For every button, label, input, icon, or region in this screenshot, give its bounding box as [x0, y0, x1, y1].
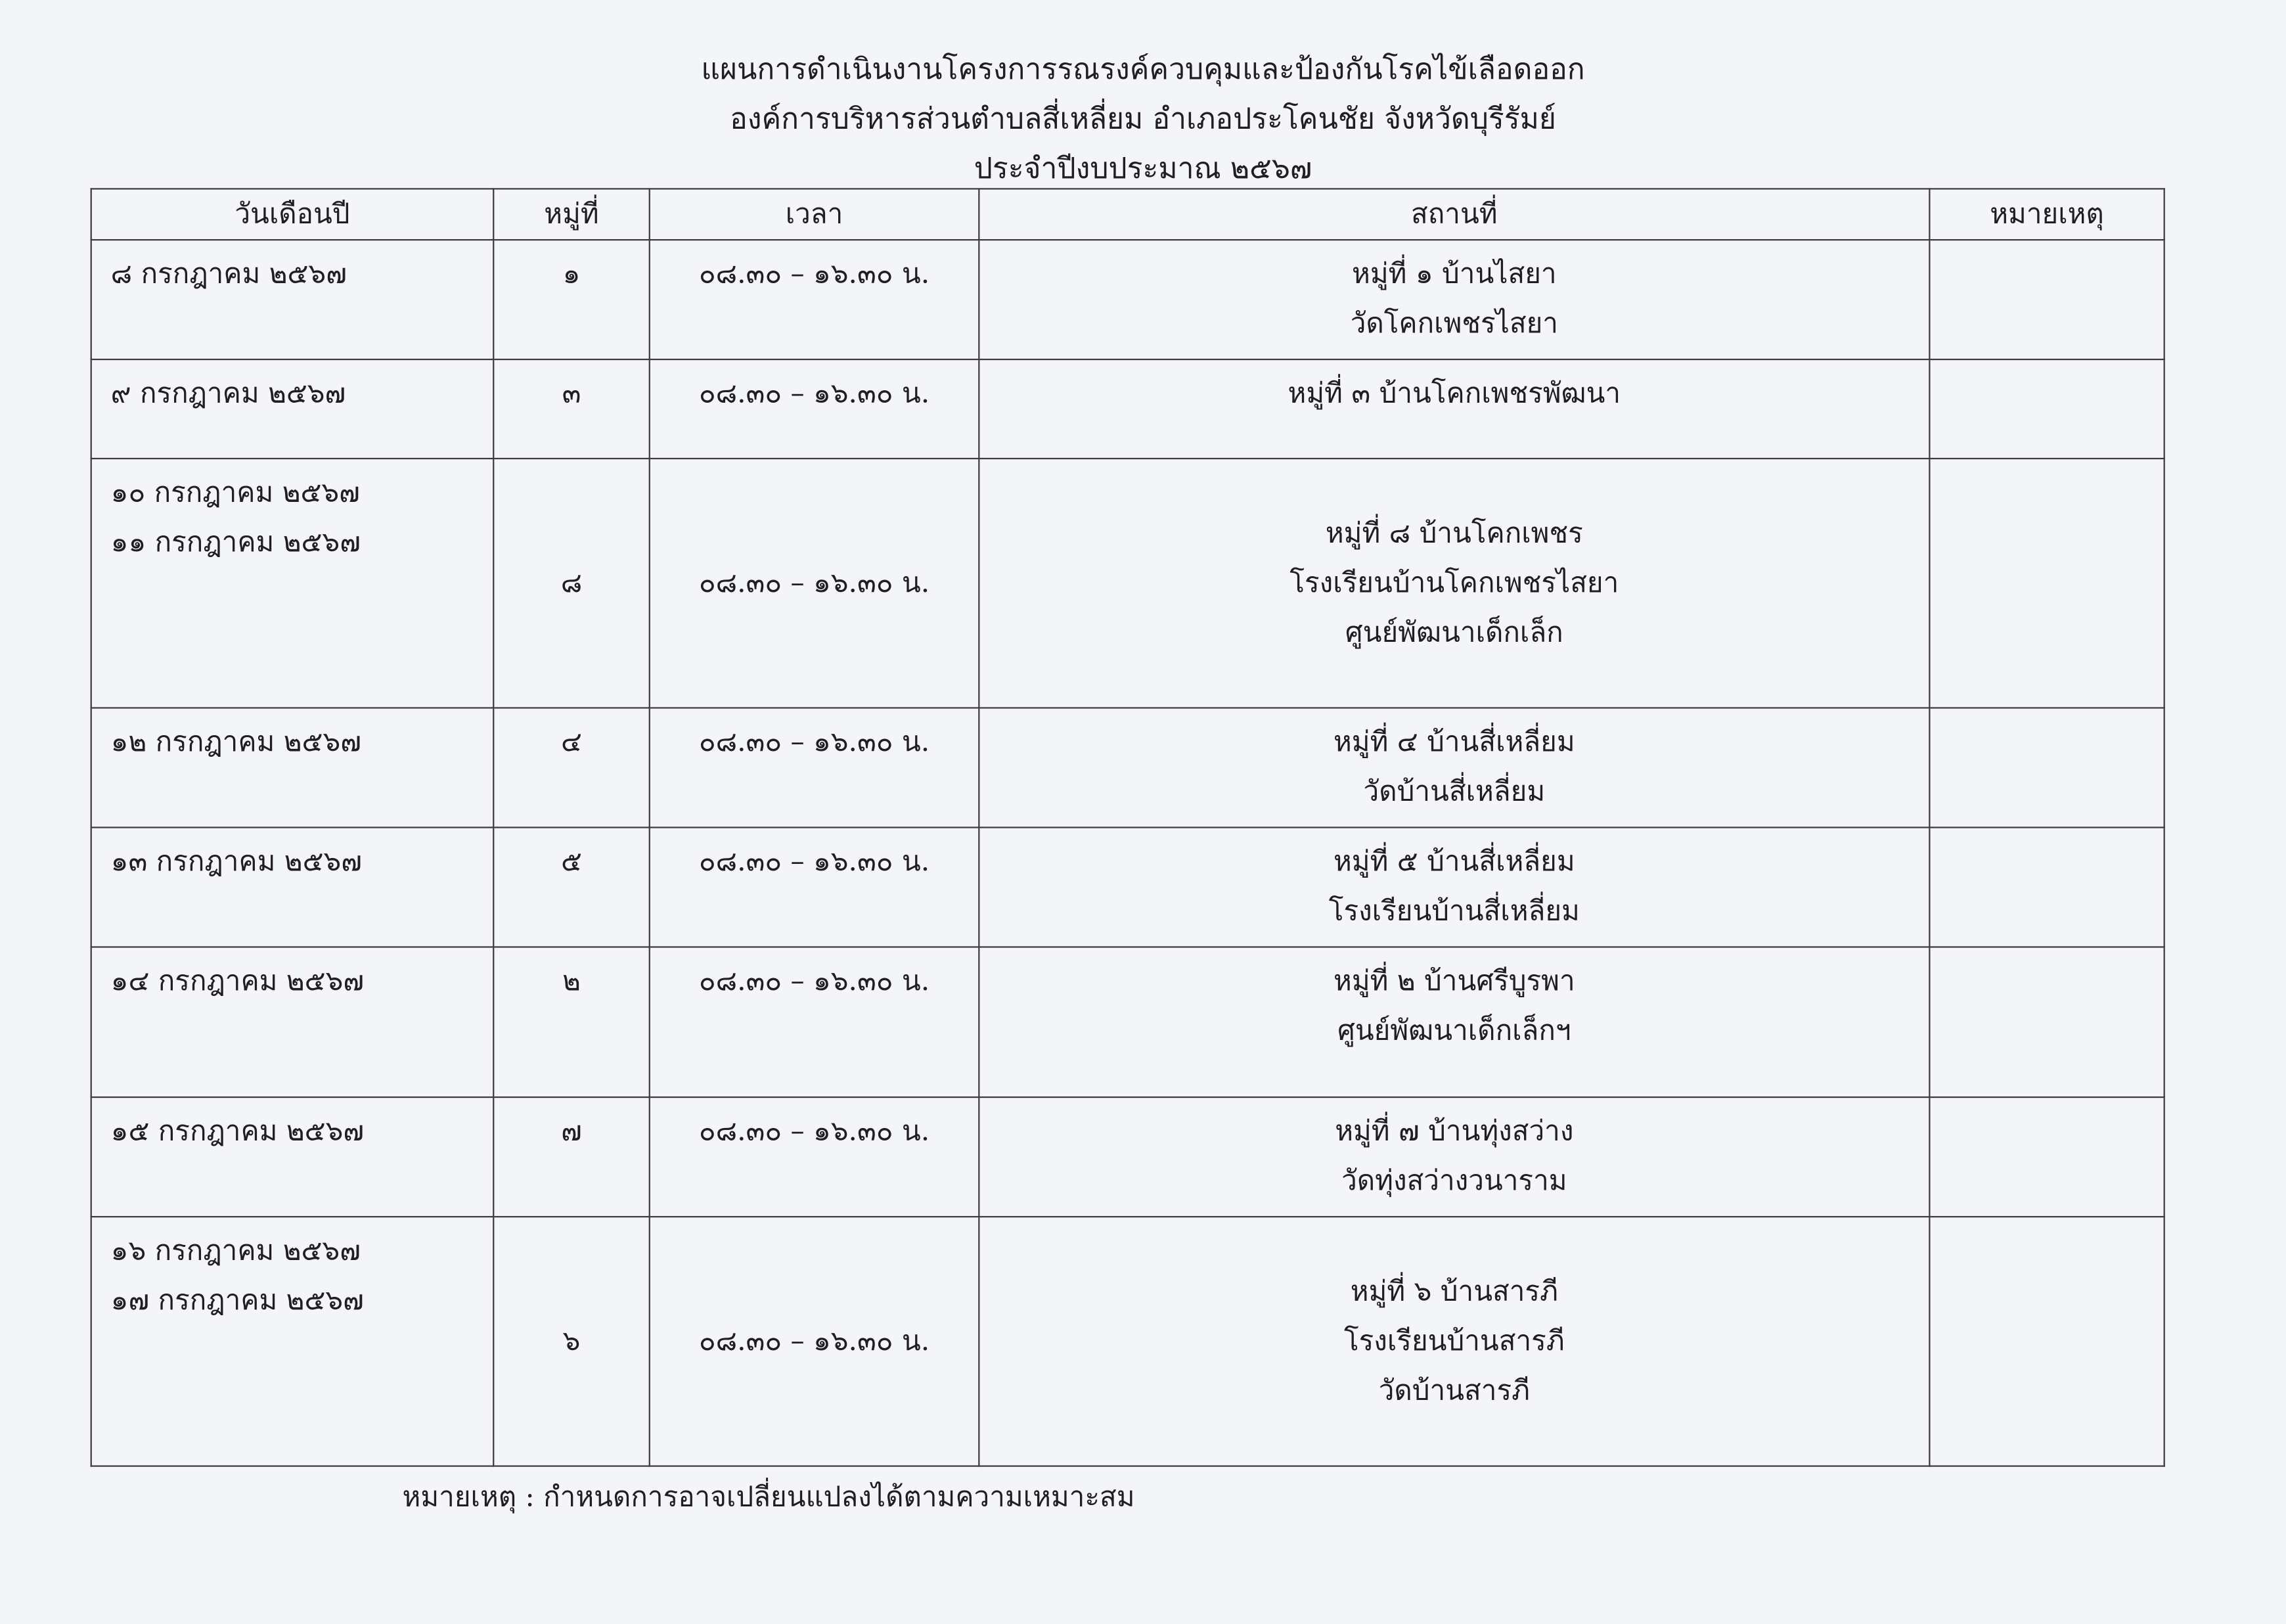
- column-header-time: เวลา: [650, 189, 979, 240]
- time-range: ๐๘.๓๐ – ๑๖.๓๐ น.: [698, 567, 930, 600]
- place-line: หมู่ที่ ๘ บ้านโคกเพชร: [1325, 517, 1583, 550]
- moo-number: ๔: [561, 726, 582, 759]
- place-cell: [979, 947, 1929, 1097]
- date-text: ๑๖ กรกฎาคม ๒๕๖๗: [110, 1234, 361, 1267]
- time-cell: [650, 240, 979, 359]
- column-header-moo: หมู่ที่: [493, 189, 649, 240]
- place-cell: [979, 708, 1929, 828]
- time-cell: [650, 1097, 979, 1217]
- table-row: [91, 708, 2164, 828]
- place-cell: [979, 828, 1929, 947]
- place-line: วัดโคกเพชรไสยา: [1350, 307, 1558, 340]
- remark-cell: [1929, 240, 2164, 359]
- table-row: [91, 828, 2164, 947]
- column-header-date: วันเดือนปี: [91, 189, 494, 240]
- place-line: หมู่ที่ ๕ บ้านสี่เหลี่ยม: [1333, 846, 1575, 878]
- moo-number: ๓: [562, 377, 581, 410]
- place-line: หมู่ที่ ๖ บ้านสารภี: [1350, 1275, 1558, 1308]
- table-row: [91, 359, 2164, 459]
- date-cell: [91, 708, 494, 828]
- remark-cell: [1929, 828, 2164, 947]
- place-line: วัดบ้านสารภี: [1378, 1374, 1530, 1407]
- time-cell: [650, 359, 979, 459]
- date-cell: [91, 1097, 494, 1217]
- place-line: หมู่ที่ ๓ บ้านโคกเพชรพัฒนา: [1288, 377, 1621, 410]
- moo-cell: [493, 359, 649, 459]
- time-cell: [650, 459, 979, 708]
- moo-cell: [493, 947, 649, 1097]
- place-line: หมู่ที่ ๗ บ้านทุ่งสว่าง: [1335, 1115, 1574, 1148]
- place-line: โรงเรียนบ้านโคกเพชรไสยา: [1289, 567, 1619, 600]
- time-range: ๐๘.๓๐ – ๑๖.๓๐ น.: [698, 258, 930, 290]
- date-text: ๑๒ กรกฎาคม ๒๕๖๗: [110, 726, 361, 759]
- footer-note: หมายเหตุ : กำหนดการอาจเปลี่ยนแปลงได้ตามความเหมาะสม: [402, 1481, 1135, 1514]
- moo-cell: [493, 828, 649, 947]
- time-range: ๐๘.๓๐ – ๑๖.๓๐ น.: [698, 1115, 930, 1148]
- place-cell: [979, 1217, 1929, 1466]
- time-cell: [650, 828, 979, 947]
- place-line: โรงเรียนบ้านสารภี: [1343, 1325, 1565, 1358]
- date-text: ๑๕ กรกฎาคม ๒๕๖๗: [110, 1115, 365, 1148]
- table-row: [91, 947, 2164, 1097]
- place-cell: [979, 1097, 1929, 1217]
- moo-number: ๘: [560, 567, 583, 600]
- moo-number: ๗: [561, 1115, 582, 1148]
- date-text: ๑๓ กรกฎาคม ๒๕๖๗: [110, 846, 362, 878]
- place-cell: [979, 459, 1929, 708]
- date-text: ๙ กรกฎาคม ๒๕๖๗: [110, 377, 346, 410]
- table-header-row: [91, 189, 2164, 240]
- time-range: ๐๘.๓๐ – ๑๖.๓๐ น.: [698, 965, 930, 998]
- date-text: ๑๑ กรกฎาคม ๒๕๖๗: [110, 526, 361, 559]
- moo-cell: [493, 708, 649, 828]
- place-line: หมู่ที่ ๔ บ้านสี่เหลี่ยม: [1333, 726, 1575, 759]
- schedule-table: [91, 188, 2165, 1466]
- date-text: ๑๐ กรกฎาคม ๒๕๖๗: [110, 476, 360, 509]
- time-cell: [650, 1217, 979, 1466]
- moo-number: ๖: [562, 1325, 581, 1358]
- time-range: ๐๘.๓๐ – ๑๖.๓๐ น.: [698, 377, 930, 410]
- table-row: [91, 240, 2164, 359]
- table-row: [91, 1097, 2164, 1217]
- remark-cell: [1929, 1097, 2164, 1217]
- remark-cell: [1929, 708, 2164, 828]
- date-text: ๑๗ กรกฎาคม ๒๕๖๗: [110, 1284, 364, 1317]
- time-cell: [650, 947, 979, 1097]
- time-range: ๐๘.๓๐ – ๑๖.๓๐ น.: [698, 1325, 930, 1358]
- moo-number: ๒: [562, 965, 581, 998]
- place-cell: [979, 359, 1929, 459]
- moo-cell: [493, 459, 649, 708]
- time-range: ๐๘.๓๐ – ๑๖.๓๐ น.: [698, 846, 930, 878]
- document-title-line-1: แผนการดำเนินงานโครงการรณรงค์ควบคุมและป้องกันโรคไข้เลือดออก: [701, 51, 1585, 86]
- place-line: วัดบ้านสี่เหลี่ยม: [1363, 775, 1546, 808]
- column-header-remark: หมายเหตุ: [1929, 189, 2164, 240]
- place-line: หมู่ที่ ๒ บ้านศรีบูรพา: [1334, 965, 1575, 998]
- document-title-line-2: องค์การบริหารส่วนตำบลสี่เหลี่ยม อำเภอประโคนชัย จังหวัดบุรีรัมย์: [730, 101, 1556, 136]
- place-line: ศูนย์พัฒนาเด็กเล็ก: [1345, 616, 1563, 649]
- remark-cell: [1929, 359, 2164, 459]
- place-line: หมู่ที่ ๑ บ้านไสยา: [1352, 258, 1557, 290]
- table-row: [91, 459, 2164, 708]
- place-line: โรงเรียนบ้านสี่เหลี่ยม: [1328, 895, 1580, 928]
- column-header-place: สถานที่: [979, 189, 1929, 240]
- date-cell: [91, 459, 494, 708]
- date-text: ๘ กรกฎาคม ๒๕๖๗: [110, 258, 347, 290]
- remark-cell: [1929, 459, 2164, 708]
- place-line: ศูนย์พัฒนาเด็กเล็กฯ: [1337, 1014, 1571, 1047]
- place-cell: [979, 240, 1929, 359]
- moo-number: ๑: [562, 258, 581, 290]
- remark-cell: [1929, 947, 2164, 1097]
- date-text: ๑๔ กรกฎาคม ๒๕๖๗: [110, 965, 365, 998]
- time-range: ๐๘.๓๐ – ๑๖.๓๐ น.: [698, 726, 930, 759]
- table-row: [91, 1217, 2164, 1466]
- moo-cell: [493, 1217, 649, 1466]
- date-cell: [91, 828, 494, 947]
- date-cell: [91, 1217, 494, 1466]
- time-cell: [650, 708, 979, 828]
- date-cell: [91, 359, 494, 459]
- date-cell: [91, 240, 494, 359]
- moo-number: ๕: [561, 846, 582, 878]
- remark-cell: [1929, 1217, 2164, 1466]
- moo-cell: [493, 1097, 649, 1217]
- place-line: วัดทุ่งสว่างวนาราม: [1341, 1165, 1567, 1198]
- date-cell: [91, 947, 494, 1097]
- document-title-line-3: ประจำปีงบประมาณ ๒๕๖๗: [974, 150, 1312, 185]
- moo-cell: [493, 240, 649, 359]
